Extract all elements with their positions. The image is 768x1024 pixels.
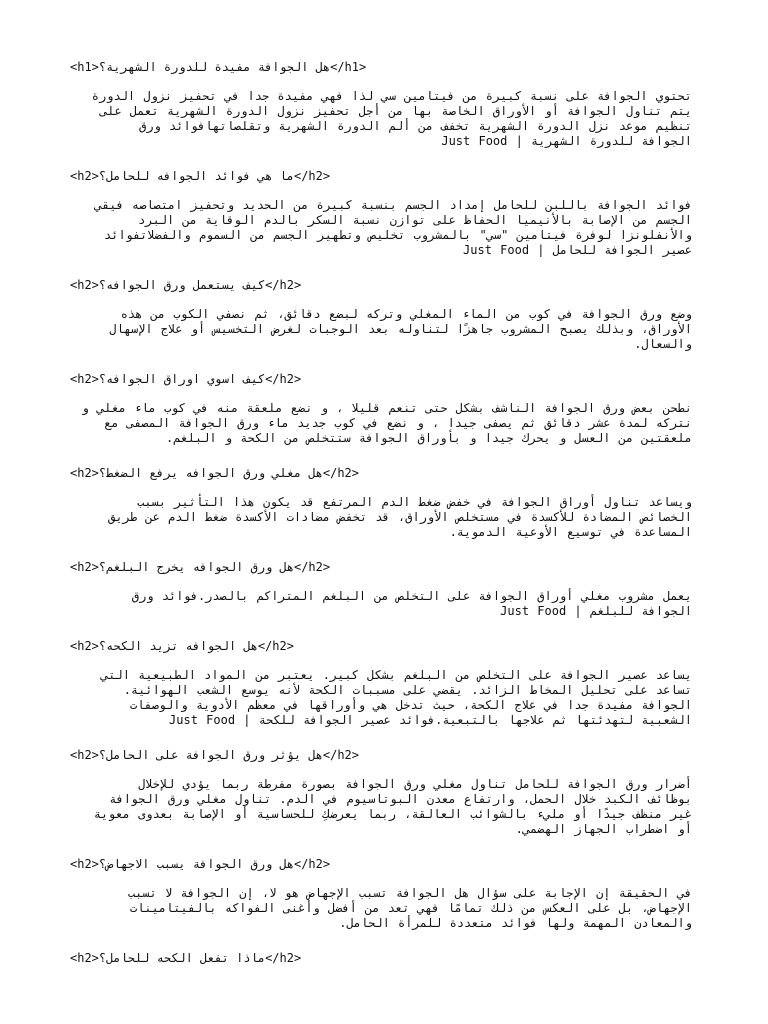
paragraph-line: بوظائف الكبد خلال الحمل، وارتفاع معدن البوتاسيوم في الدم. تناول مغلي ورق الجوافة [109,792,692,806]
section-guava-phlegm [70,560,692,619]
paragraph-line: يتم تناول الجوافة أو الأوراق الخاصة بها من أجل تحفيز نزول الدورة الشهرية تعمل على [100,104,692,118]
paragraph-line: أو اضطراب الجهاز الهضمي. [515,822,692,836]
paragraph [70,198,692,258]
paragraph-line: الجوافة للدورة الشهرية | Just Food [441,134,692,148]
section-heading: <h2>هل يؤثر ورق الجوافة على الحامل؟</h2> [70,748,359,762]
paragraph-line: الأوراق، وبذلك يصبح المشروب جاهزًا لتناوله بعد الوجبات لغرض التخسيس أو علاج الإسهال [109,322,692,336]
section-guava-leaf-pregnancy [70,748,692,837]
paragraph-line: فوائد الجوافة باللبن للحامل إمداد الجسم بنسبة كبيرة من الحديد وتحفيز امتصاصه فيقي [94,198,692,212]
paragraph-line: وضع ورق الجوافة في كوب من الماء المغلي وتركه لبضع دقائق، ثم نصفي الكوب من هذه [120,307,692,321]
section-heading: <h2>هل ورق الجوافه يخرج البلغم؟</h2> [70,560,331,574]
paragraph [70,777,692,837]
document-page [70,60,692,986]
paragraph-line: تحتوي الجوافة على نسبة كبيرة من فيتامين سي لذا فهي مفيدة جدا في تحفيز نزول الدورة [91,89,692,103]
paragraph-line: الجسم من الإصابة بالأنيميا الحفاظ على توازن نسبة السكر بالدم الوقاية من البرد [138,213,692,227]
paragraph-line: والأنفلونزا لوفرة فيتامين "سي" بالمشروب تخليص وتطهير الجسم من السموم والفضلاتفوائد [104,228,692,242]
paragraph [70,495,692,540]
paragraph-line: والسعال. [634,337,692,351]
section-heading: <h2>كيف يستعمل ورق الجوافه؟</h2> [70,278,302,292]
paragraph-line: ملعقتين من العسل و يحرك جيدا و بأوراق الجوافة ستتخلص من الكحة و البلغم. [166,431,692,445]
paragraph-line: المساعدة في توسيع الأوعية الدموية. [449,525,692,539]
paragraph-line: الجوافة مفيدة جدا في علاج الكحة، حيث تدخل هي وأوراقها في معظم الأدوية والوصفات [129,698,692,712]
section-heading: <h2>ماذا تفعل الكحه للحامل؟</h2> [70,951,302,965]
paragraph-line: الخصائص المضادة للأكسدة في مستخلص الأوراق، قد تخفض مضادات الأكسدة ضغط الدم عن طريق [108,510,692,524]
paragraph-line: عصير الجوافة للحامل | Just Food [463,243,692,257]
paragraph-line: والمعادن المهمة ولها فوائد متعددة للمرأة الحامل. [339,916,692,930]
section-guava-leaf-usage [70,278,692,352]
paragraph [70,589,692,619]
paragraph-line: يساعد عصير الجوافة على التخلص من البلغم بشكل كبير. يعتبر من المواد الطبيعية التي [101,668,692,682]
paragraph-line: غير منظف جيدًا أو مليء بالشوائب العالقة، ربما يعرضكِ للحساسية أو الإصابة بعدوى معوية [93,807,692,821]
paragraph-line: ويساعد تناول أوراق الجوافة في خفض ضغط الدم المرتفع قد يكون هذا التأثير بسبب [137,495,692,509]
section-guava-menstruation [70,60,692,149]
section-guava-pregnant-benefits [70,169,692,258]
paragraph-line: تساعد على تحليل المخاط الزائد. يقضي على مسببات الكحة لأنه يوسع الشعب الهوائية. [123,683,692,697]
paragraph [70,401,692,446]
section-guava-blood-pressure [70,466,692,540]
section-heading: <h2>هل ورق الجوافة يسبب الاجهاض؟</h2> [70,857,331,871]
section-cough-pregnant [70,951,692,966]
paragraph-line: تنظيم موعد نزل الدورة الشهرية تخفف من ألم الدورة الشهرية وتقلصاتهافوائد ورق [139,119,692,133]
paragraph [70,668,692,728]
paragraph [70,307,692,352]
paragraph-line: الإجهاض، بل على العكس من ذلك تمامًا فهي تعد من أفضل وأغنى الفواكه بالفيتامينات [129,901,692,915]
paragraph-line: يعمل مشروب مغلي أوراق الجوافة على التخلص من البلغم المتراكم بالصدر.فوائد ورق [131,589,692,603]
section-heading: <h2>هل مغلي ورق الجوافه يرفع الضغط؟</h2> [70,466,359,480]
section-heading: <h2>هل الجوافه تزيد الكحه؟</h2> [70,639,294,653]
paragraph-line: نتركه لمدة عشر دقائق ثم يصفى جيدا ، و نضع في كوب جديد ماء ورق الجوافة المصفى مع [104,416,692,430]
paragraph [70,886,692,931]
section-guava-miscarriage [70,857,692,931]
paragraph-line: الشعبية لتهدئتها ثم علاجها بالتبعية.فوائد عصير الجوافة للكحة | Just Food [169,713,692,727]
section-guava-cough [70,639,692,728]
paragraph-line: أضرار ورق الجوافة للحامل تناول مغلي ورق الجوافة بصورة مفرطة ربما يؤدي للإخلال [138,777,692,791]
paragraph-line: الجوافة للبلغم | Just Food [500,604,692,618]
section-guava-leaf-prep [70,372,692,446]
paragraph-line: في الحقيقة إن الإجابة على سؤال هل الجوافة تسبب الإجهاض هو لا، إن الجوافة لا تسبب [127,886,692,900]
section-heading: <h2>كيف اسوي اوراق الجوافه؟</h2> [70,372,302,386]
paragraph [70,89,692,149]
section-heading: <h2>ما هي فوائد الجوافه للحامل؟</h2> [70,169,331,183]
paragraph-line: نطحن بعض ورق الجوافة الناشف بشكل حتى تنعم قليلا ، و نضع ملعقة منه في كوب ماء مغلي و [81,401,692,415]
section-heading: <h1>هل الجوافة مفيدة للدورة الشهرية؟</h1> [70,60,367,74]
